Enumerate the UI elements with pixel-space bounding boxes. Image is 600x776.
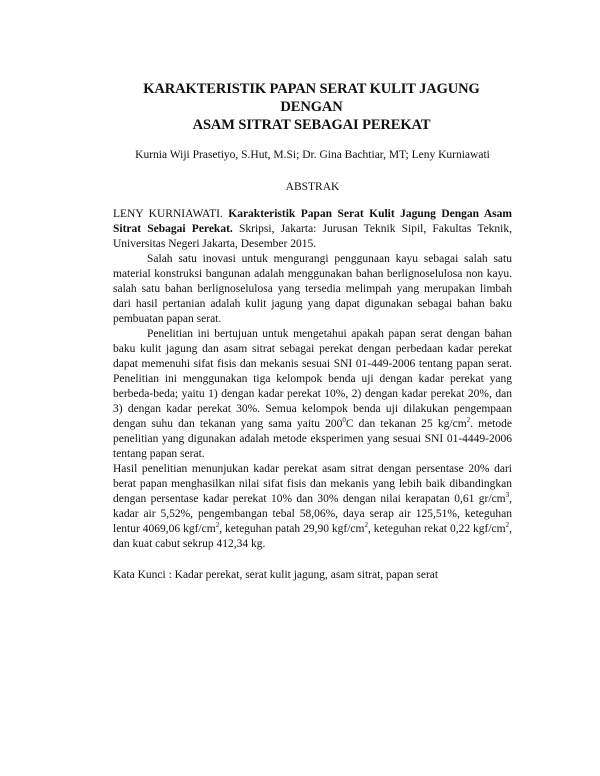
para3-text-e: , dan kuat cabut sekrup 412,34 kg. xyxy=(113,523,512,550)
para2-degree-sup: 0 xyxy=(342,416,346,425)
para3-text-a: Hasil penelitian menunjukan kadar perekat asam sitrat dengan persentase 20% dari berat papan menghasilkan nilai sifat fisis dan mekanis yang lebih baik dibandingkan dengan persentase kadar perekat 10% dan 30% dengan nilai kerapatan 0,61 gr/cm xyxy=(113,463,512,505)
title-line-1: KARAKTERISTIK PAPAN SERAT KULIT JAGUNG DENGAN xyxy=(143,81,480,115)
para3-sup-3: 2 xyxy=(364,521,368,530)
keywords-line: Kata Kunci : Kadar perekat, serat kulit jagung, asam sitrat, papan serat xyxy=(113,569,439,581)
citation-paragraph xyxy=(113,207,512,252)
abstract-paragraph-3 xyxy=(113,462,512,552)
citation-title: Karakteristik Papan Serat Kulit Jagung Dengan Asam Sitrat Sebagai Perekat. xyxy=(113,208,512,235)
abstract-paragraph-1: Salah satu inovasi untuk mengurangi penggunaan kayu sebagai salah satu material konstruksi bangunan adalah menggunakan bahan berlignoselulosa non kayu. salah satu bahan berlignoselulosa yang tersedia melimpah yang merupakan limbah dari hasil pertanian adalah kulit jagung yang dapat digunakan sebagai bahan baku pembuatan papan serat. xyxy=(113,253,512,325)
para3-sup-4: 2 xyxy=(505,521,510,530)
para2-area-sup: 2 xyxy=(466,416,471,425)
citation-details: Skripsi, Jakarta: Jurusan Teknik Sipil, Fakultas Teknik, Universitas Negeri Jakarta, Desember 2015. xyxy=(113,223,512,250)
para3-sup-1: 3 xyxy=(505,491,510,500)
para3-sup-2: 2 xyxy=(215,521,220,530)
title-line-2: ASAM SITRAT SEBAGAI PEREKAT xyxy=(192,117,431,133)
para2-text-a: Penelitian ini bertujuan untuk mengetahui apakah papan serat dengan bahan baku kulit jagung dan asam sitrat sebagai perekat dengan perbedaan kadar perekat dapat memenuhi sifat fisis dan mekanis sesuai SNI 01-449-2006 tentang papan serat. Penelitian ini menggunakan tiga kelompok benda uji dengan kadar perekat yang berbeda-beda; yaitu 1) dengan kadar perekat 10%, 2) dengan kadar perekat 20%, dan 3) dengan kadar perekat 30%. Semua kelompok benda uji dilakukan pengempaan dengan suhu dan tekanan yang sama yaitu 200 xyxy=(113,328,512,430)
citation-author: LENY KURNIAWATI. xyxy=(113,208,229,220)
paper-title xyxy=(111,80,512,134)
para3-text-d: , keteguhan rekat 0,22 kgf/cm xyxy=(367,523,506,535)
abstract-paragraph-2 xyxy=(113,327,512,462)
abstract-heading: ABSTRAK xyxy=(285,181,340,193)
para3-text-c: , keteguhan patah 29,90 kgf/cm xyxy=(219,523,365,535)
para2-text-b: C dan tekanan 25 kg/cm xyxy=(345,418,467,430)
author-list: Kurnia Wiji Prasetiyo, S.Hut, M.Si; Dr. Gina Bachtiar, MT; Leny Kurniawati xyxy=(135,149,490,161)
para3-text-b: , kadar air 5,52%, pengembangan tebal 58,06%, daya serap air 125,51%, keteguhan lentur 4069,06 kgf/cm xyxy=(113,493,512,535)
para2-text-c: . metode penelitian yang digunakan adalah metode eksperimen yang sesuai SNI 01-4449-2006 tentang papan serat. xyxy=(113,418,512,460)
